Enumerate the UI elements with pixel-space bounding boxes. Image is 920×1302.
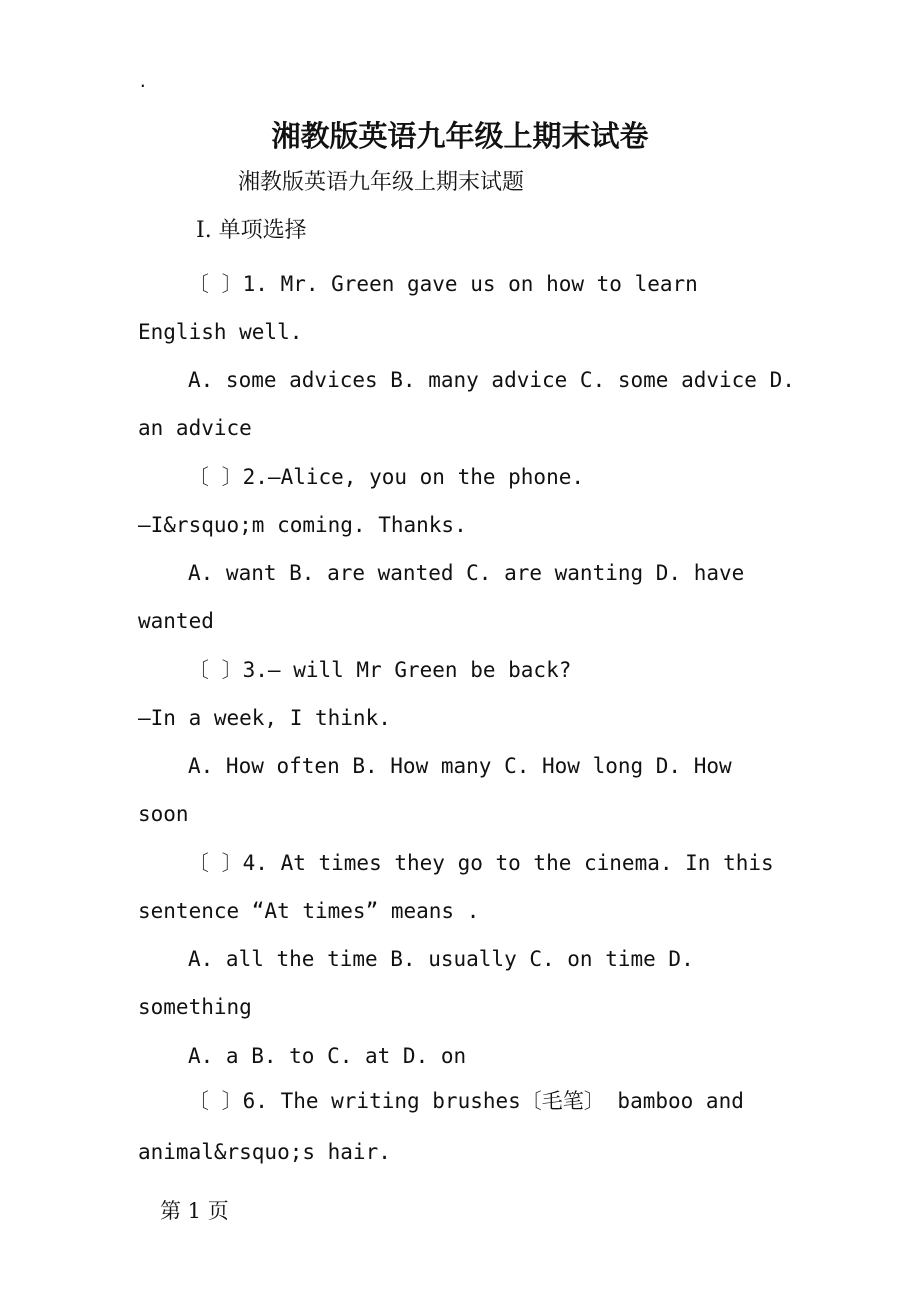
question-1-options-continued: an advice <box>138 416 252 440</box>
page-number-footer: 第 1 页 <box>160 1199 229 1223</box>
question-3-options: A. How often B. How many C. How long D. How <box>188 754 732 778</box>
section-heading: Ⅰ. 单项选择 <box>196 218 307 243</box>
question-2-options-continued: wanted <box>138 609 214 633</box>
page-title: 湘教版英语九年级上期末试卷 <box>271 119 649 153</box>
question-6-stem: 〔 〕6. The writing brushes〔毛笔〕 bamboo and <box>188 1089 744 1113</box>
question-4-stem: 〔 〕4. At times they go to the cinema. In this <box>188 851 774 875</box>
question-1-options: A. some advices B. many advice C. some advice D. <box>188 368 795 392</box>
question-6-stem-continued: animal&rsquo;s hair. <box>138 1140 391 1164</box>
question-2-options: A. want B. are wanted C. are wanting D. have <box>188 561 745 585</box>
question-4-options: A. all the time B. usually C. on time D. <box>188 947 694 971</box>
question-2-response: —I&rsquo;m coming. Thanks. <box>138 513 467 537</box>
question-3-response: —In a week, I think. <box>138 706 391 730</box>
question-1-stem: 〔 〕1. Mr. Green gave us on how to learn <box>188 272 698 296</box>
question-2-stem: 〔 〕2.—Alice, you on the phone. <box>188 465 585 489</box>
question-5-options: A. a B. to C. at D. on <box>188 1044 467 1068</box>
question-1-stem-continued: English well. <box>138 320 303 344</box>
question-4-stem-continued: sentence “At times” means . <box>138 899 480 923</box>
question-3-options-continued: soon <box>138 802 189 826</box>
question-3-stem: 〔 〕3.— will Mr Green be back? <box>188 658 572 682</box>
page-subtitle: 湘教版英语九年级上期末试题 <box>238 170 525 195</box>
question-4-options-continued: something <box>138 995 252 1019</box>
page-marker: . <box>138 72 148 91</box>
